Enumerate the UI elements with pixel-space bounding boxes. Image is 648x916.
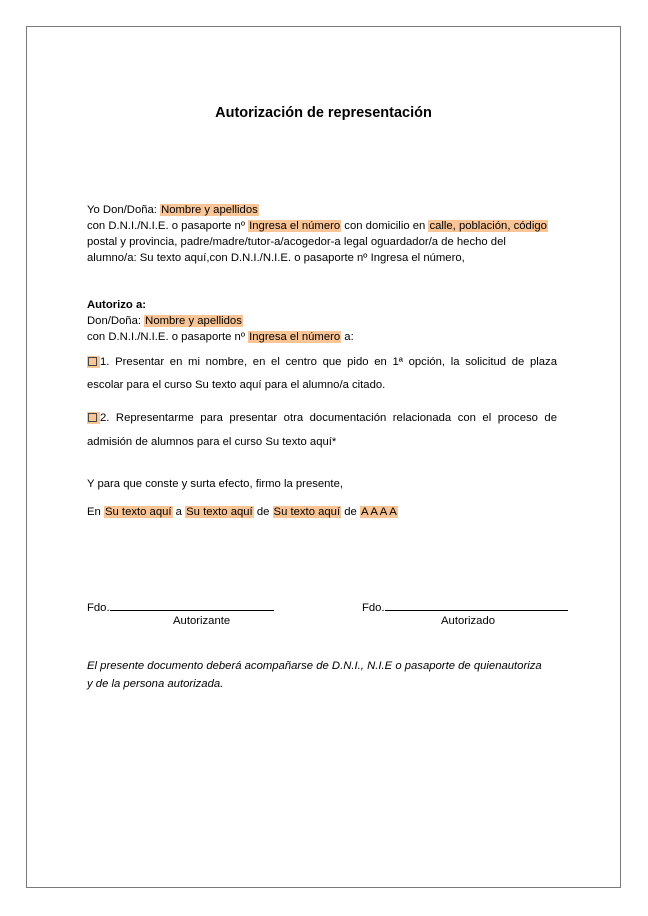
month-field[interactable]: Su texto aquí <box>273 506 341 518</box>
left-signature-label: Autorizante <box>173 615 231 627</box>
place-en: En <box>87 506 104 518</box>
option-2-text: 2. Representarme para presentar otra documentación relacionada con el proceso de <box>100 412 557 424</box>
autorizo-heading: Autorizo a: <box>87 299 146 311</box>
authorized-prefix: Don/Doña: <box>87 315 145 327</box>
intro-line-1 <box>87 203 259 218</box>
intro-prefix: Yo Don/Doña: <box>87 204 161 216</box>
right-signature-prefix: Fdo. <box>362 602 385 614</box>
day-field[interactable]: Su texto aquí <box>186 506 253 518</box>
authorized-name-line <box>87 314 243 329</box>
checkbox-icon <box>88 413 97 422</box>
right-signature-line[interactable] <box>385 600 568 611</box>
right-signature-label: Autorizado <box>441 615 496 627</box>
authorized-name-field[interactable]: Nombre y apellidos <box>145 315 242 327</box>
document-title: Autorización de representación <box>215 105 432 121</box>
checkbox-icon <box>88 357 97 366</box>
applicant-name-field[interactable]: Nombre y apellidos <box>161 204 258 216</box>
option-2-checkbox[interactable] <box>87 412 100 424</box>
intro-line-3: postal y provincia, padre/madre/tutor-a/acogedor-a legal oguardador/a de hecho del <box>87 236 506 248</box>
place-date-line <box>87 505 398 520</box>
place-a: a <box>172 506 186 518</box>
intro-line-2 <box>87 219 548 234</box>
option-2-line-2: admisión de alumnos para el curso Su texto aquí* <box>87 436 337 448</box>
footnote-line-1: El presente documento deberá acompañarse de D.N.I., N.I.E o pasaporte de quienautoriza <box>87 660 542 672</box>
option-1-line-2: escolar para el curso Su texto aquí para el alumno/a citado. <box>87 379 386 391</box>
intro-address-prefix: con domicilio en <box>341 220 429 232</box>
footnote-line-2: y de la persona autorizada. <box>87 678 224 690</box>
left-signature-prefix: Fdo. <box>87 602 110 614</box>
left-signature-line[interactable] <box>110 600 274 611</box>
intro-id-prefix: con D.N.I./N.I.E. o pasaporte nº <box>87 220 249 232</box>
authorized-id-suffix: a: <box>341 331 354 343</box>
option-1-text: 1. Presentar en mi nombre, en el centro que pido en 1ª opción, la solicitud de plaza <box>100 356 557 368</box>
place-de-2: de <box>341 506 360 518</box>
year-field[interactable]: A A A A <box>360 506 397 518</box>
place-field[interactable]: Su texto aquí <box>104 506 172 518</box>
applicant-id-field[interactable]: Ingresa el número <box>249 220 341 232</box>
closing-text: Y para que conste y surta efecto, firmo la presente, <box>87 478 343 490</box>
authorized-id-field[interactable]: Ingresa el número <box>249 331 341 343</box>
document-page <box>26 26 621 888</box>
authorized-id-prefix: con D.N.I./N.I.E. o pasaporte nº <box>87 331 249 343</box>
applicant-address-field[interactable]: calle, población, código <box>429 220 547 232</box>
place-de-1: de <box>253 506 273 518</box>
option-2-line-1 <box>87 411 557 426</box>
option-1-checkbox[interactable] <box>87 356 100 368</box>
intro-line-4: alumno/a: Su texto aquí,con D.N.I./N.I.E. o pasaporte nº Ingresa el número, <box>87 252 465 264</box>
authorized-id-line <box>87 330 354 345</box>
option-1-line-1 <box>87 355 557 370</box>
